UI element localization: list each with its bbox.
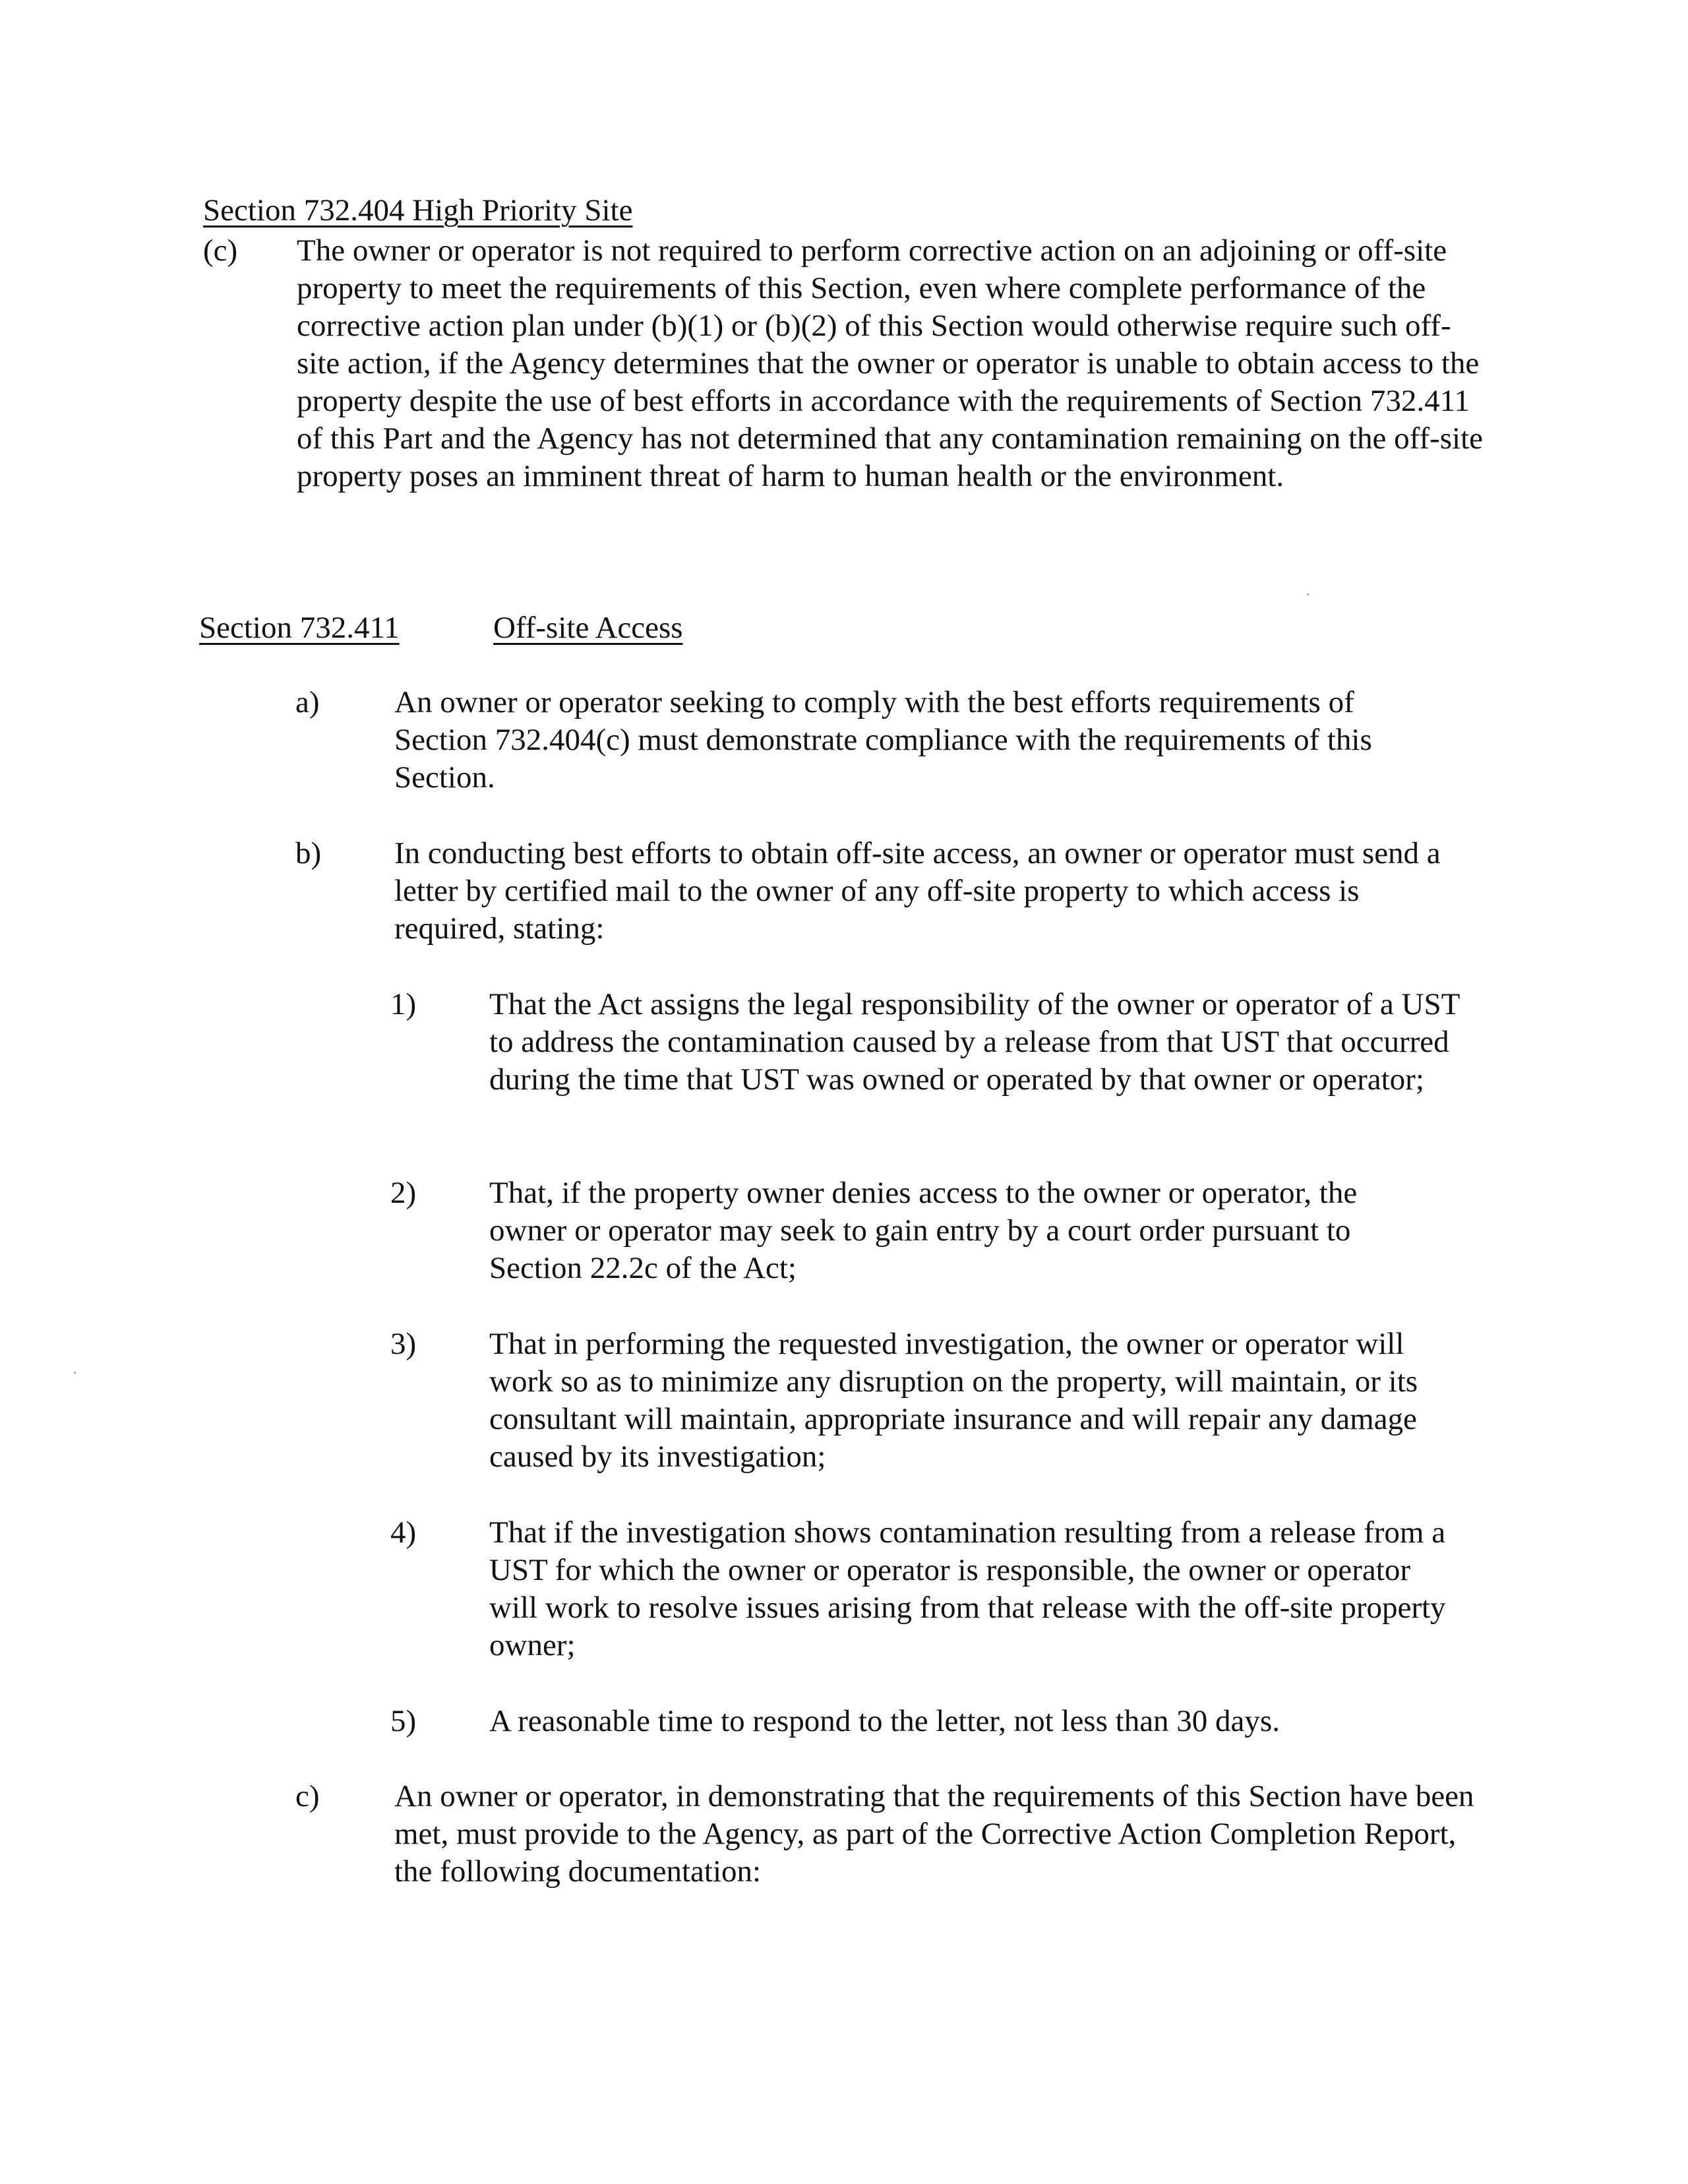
section-411-subitem-5-text: A reasonable time to respond to the letter, not less than 30 days. xyxy=(489,1704,1280,1738)
section-411-subitem-4-label: 4) xyxy=(390,1515,417,1550)
section-411-item-a-text: An owner or operator seeking to comply with the best efforts requirements of Section 732.404(c) must demonstrate compliance with the requirements of this Section. xyxy=(394,685,1372,795)
section-411-subitem-2-text: That, if the property owner denies access to the owner or operator, the owner or operator may seek to gain entry by a court order pursuant to Section 22.2c of the Act; xyxy=(489,1176,1358,1285)
section-411-subitem-5-label: 5) xyxy=(390,1704,417,1738)
section-411-subitem-3-text: That in performing the requested investigation, the owner or operator will work so as to minimize any disruption on the property, will maintain, or its consultant will maintain, appropriate insurance and will repair any damage caused by its investigation; xyxy=(489,1327,1418,1474)
section-411-number: Section 732.411 xyxy=(199,611,400,645)
section-411-item-b-text: In conducting best efforts to obtain off-site access, an owner or operator must send a letter by certified mail to the owner of any off-site property to which access is required, stating: xyxy=(394,836,1441,946)
section-411-subitem-1-text: That the Act assigns the legal responsibility of the owner or operator of a UST to address the contamination caused by a release from that UST that occurred during the time that UST was owned or operated by that owner or operator; xyxy=(489,987,1460,1097)
section-404-item-c-text: The owner or operator is not required to perform corrective action on an adjoining or off-site property to meet the requirements of this Section, even where complete performance of the corrective action plan under (b)(1) or (b)(2) of this Section would otherwise require such off-site action, if the Agency determines that the owner or operator is unable to obtain access to the property despite the use of best efforts in accordance with the requirements of Section 732.411 of this Part and the Agency has not determined that any contamination remaining on the off-site property poses an imminent threat of harm to human health or the environment. xyxy=(297,233,1484,493)
section-411-subitem-1-label: 1) xyxy=(390,987,417,1021)
section-411-item-b-label: b) xyxy=(295,836,322,870)
section-411-subitem-4-text: That if the investigation shows contamination resulting from a release from a UST for which the owner or operator is responsible, the owner or operator will work to resolve issues arising from that release with the off-site property owner; xyxy=(489,1515,1446,1662)
section-411-item-c-text: An owner or operator, in demonstrating that the requirements of this Section have been met, must provide to the Agency, as part of the Corrective Action Completion Report, the following documentation: xyxy=(394,1779,1474,1889)
section-411-subitem-3-label: 3) xyxy=(390,1327,417,1361)
section-404-heading: Section 732.404 High Priority Site xyxy=(203,193,633,228)
scan-speck xyxy=(74,1372,76,1374)
section-411-item-c-label: c) xyxy=(295,1779,320,1813)
section-411-subitem-2-label: 2) xyxy=(390,1176,417,1210)
section-404-item-c-label: (c) xyxy=(203,233,238,268)
scan-speck xyxy=(1307,593,1309,595)
section-411-title: Off-site Access xyxy=(493,611,683,645)
section-411-item-a-label: a) xyxy=(295,685,320,719)
